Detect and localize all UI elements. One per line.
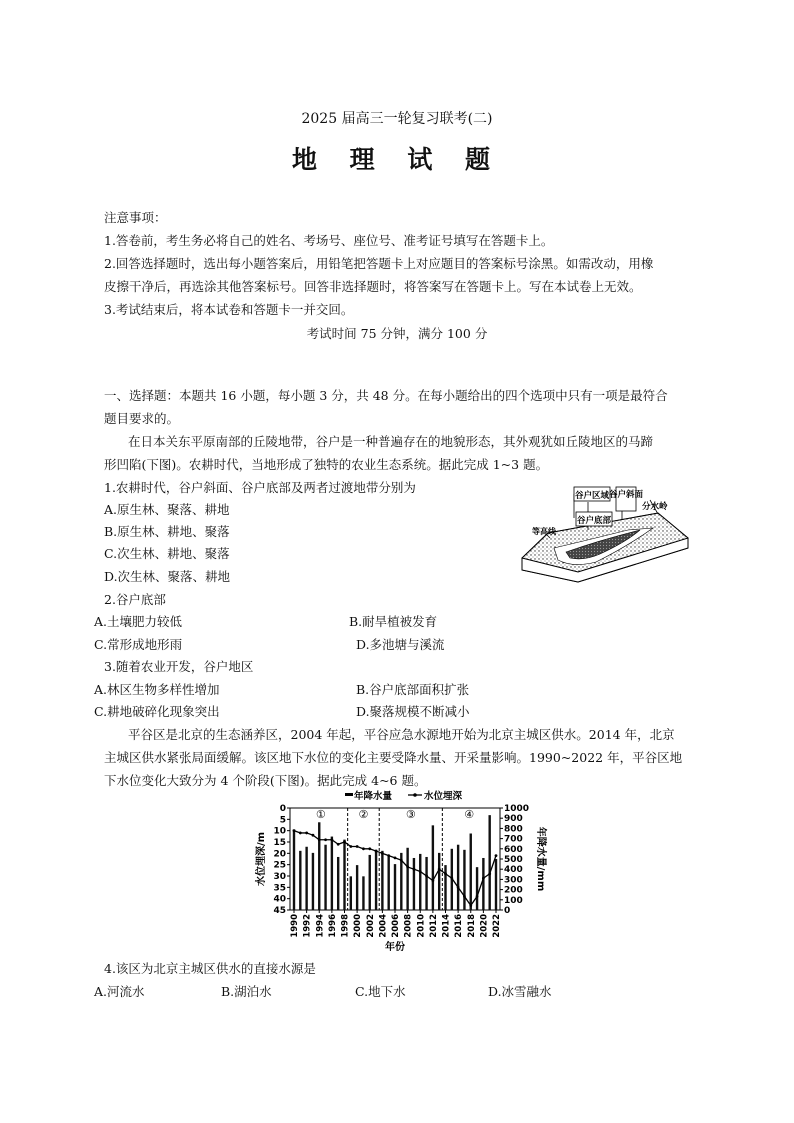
precipitation-bar bbox=[457, 845, 459, 910]
precipitation-bar bbox=[312, 853, 314, 910]
precipitation-bar bbox=[343, 840, 345, 910]
x-tick-label: 1998 bbox=[340, 914, 351, 938]
depth-point bbox=[488, 872, 491, 875]
left-tick-label: 30 bbox=[273, 872, 286, 882]
groundwater-chart bbox=[250, 790, 550, 955]
precipitation-bar bbox=[425, 857, 427, 910]
left-axis-label: 水位埋深/m bbox=[256, 831, 267, 887]
valley-slope-label: 谷户斜面 bbox=[608, 490, 644, 500]
precipitation-bar bbox=[331, 837, 333, 910]
q4-stem: 4.该区为北京主城区供水的直接水源是 bbox=[104, 961, 316, 976]
q4-option-c: C.地下水 bbox=[355, 984, 406, 999]
precipitation-bar bbox=[406, 848, 408, 910]
depth-point bbox=[413, 868, 416, 871]
depth-point bbox=[431, 879, 434, 882]
precipitation-bar bbox=[369, 855, 371, 910]
precipitation-bar bbox=[324, 845, 326, 910]
q3-option-d: D.聚落规模不断减小 bbox=[356, 704, 470, 719]
left-tick-label: 25 bbox=[273, 860, 286, 871]
precipitation-bar bbox=[337, 857, 339, 910]
precipitation-bar bbox=[299, 851, 301, 910]
right-tick-label: 600 bbox=[504, 844, 523, 855]
depth-point bbox=[463, 895, 466, 898]
right-tick-label: 1000 bbox=[504, 804, 530, 814]
depth-point bbox=[349, 845, 352, 848]
precipitation-bar bbox=[470, 834, 472, 911]
q1-option-c: C.次生林、耕地、聚落 bbox=[104, 546, 230, 561]
depth-point bbox=[482, 877, 485, 880]
notice-item-1: 1.答卷前，考生务必将自己的姓名、考场号、座位号、准考证号填写在答题卡上。 bbox=[104, 233, 554, 248]
q4-option-b: B.湖泊水 bbox=[221, 984, 272, 999]
depth-point bbox=[450, 877, 453, 880]
stage-label: ④ bbox=[464, 808, 475, 821]
depth-point bbox=[343, 841, 346, 844]
right-tick-label: 900 bbox=[504, 814, 523, 825]
q2-option-d: D.多池塘与溪流 bbox=[356, 637, 445, 652]
legend-bar-swatch bbox=[345, 793, 353, 796]
precipitation-bar bbox=[375, 850, 377, 910]
section-heading-line-2: 题目要求的。 bbox=[104, 411, 180, 426]
depth-point bbox=[330, 838, 333, 841]
x-tick-label: 2014 bbox=[441, 914, 452, 938]
q1-option-d: D.次生林、聚落、耕地 bbox=[104, 569, 231, 584]
legend-precipitation: 年降水量 bbox=[354, 791, 393, 802]
depth-point bbox=[356, 845, 359, 848]
depth-point bbox=[406, 866, 409, 869]
q2-stem: 2.谷户底部 bbox=[104, 592, 166, 607]
x-tick-label: 1994 bbox=[315, 914, 326, 938]
valley-area-label: 谷户区域 bbox=[574, 491, 610, 501]
depth-point bbox=[305, 832, 308, 835]
stage-label: ③ bbox=[405, 808, 416, 821]
depth-point bbox=[299, 832, 302, 835]
depth-point bbox=[375, 850, 378, 853]
q3-option-c: C.耕地破碎化现象突出 bbox=[94, 704, 220, 719]
precipitation-bar bbox=[293, 829, 295, 910]
exam-subtitle: 2025 届高三一轮复习联考(二) bbox=[301, 111, 493, 127]
left-tick-label: 10 bbox=[273, 826, 286, 837]
left-tick-label: 0 bbox=[279, 804, 286, 814]
notice-item-2-line-1: 2.回答选择题时，选出每小题答案后，用铅笔把答题卡上对应题目的答案标号涂黑。如需改动，用橡 bbox=[104, 256, 654, 271]
precipitation-bar bbox=[305, 847, 307, 910]
exam-time: 考试时间 75 分钟，满分 100 分 bbox=[306, 326, 488, 341]
stage-label: ① bbox=[315, 808, 326, 821]
passage-2-line-2: 主城区供水紧张局面缓解。该区地下水位的变化主要受降水量、开采量影响。1990~2022 年，平谷区地 bbox=[104, 750, 683, 765]
depth-point bbox=[387, 854, 390, 857]
x-tick-label: 1990 bbox=[290, 914, 300, 938]
x-tick-label: 2010 bbox=[416, 914, 427, 938]
right-axis-label: 年降水量/mm bbox=[535, 826, 546, 892]
right-tick-label: 400 bbox=[504, 865, 523, 876]
q1-stem: 1.农耕时代，谷户斜面、谷户底部及两者过渡地带分别为 bbox=[104, 480, 416, 495]
q4-option-a: A.河流水 bbox=[94, 984, 145, 999]
right-tick-label: 100 bbox=[504, 895, 523, 906]
section-heading-line-1: 一、选择题：本题共 16 小题，每小题 3 分，共 48 分。在每小题给出的四个选项中只有一项是最符合 bbox=[104, 388, 668, 403]
x-tick-label: 2008 bbox=[403, 914, 414, 938]
right-tick-label: 800 bbox=[504, 824, 523, 835]
page-title: 地 理 试 题 bbox=[291, 145, 503, 174]
depth-point bbox=[495, 854, 498, 857]
x-tick-label: 1996 bbox=[327, 914, 338, 938]
depth-point bbox=[362, 847, 365, 850]
legend-line-marker bbox=[413, 793, 417, 797]
passage-1-line-2: 形凹陷(下图)。农耕时代，当地形成了独特的农业生态系统。据此完成 1~3 题。 bbox=[104, 457, 549, 472]
precipitation-bar bbox=[394, 864, 396, 910]
q2-option-b: B.耐旱植被发育 bbox=[349, 614, 438, 629]
depth-point bbox=[337, 843, 340, 846]
depth-point bbox=[419, 870, 422, 873]
precipitation-bar bbox=[413, 858, 415, 910]
right-tick-label: 200 bbox=[504, 885, 523, 896]
legend-depth: 水位埋深 bbox=[424, 791, 463, 802]
x-tick-label: 2006 bbox=[391, 914, 401, 938]
depth-point bbox=[293, 829, 296, 832]
right-tick-label: 0 bbox=[504, 906, 511, 916]
precipitation-bar bbox=[419, 854, 421, 910]
precipitation-bar bbox=[463, 850, 465, 910]
left-tick-label: 5 bbox=[279, 815, 286, 826]
q2-option-c: C.常形成地形雨 bbox=[94, 637, 183, 652]
precipitation-bar bbox=[482, 858, 484, 910]
depth-point bbox=[476, 895, 479, 898]
passage-2-line-3: 下水位变化大致分为 4 个阶段(下图)。据此完成 4~6 题。 bbox=[104, 773, 427, 788]
precipitation-bar bbox=[350, 876, 352, 910]
q3-option-a: A.林区生物多样性增加 bbox=[94, 682, 220, 697]
precipitation-bar bbox=[362, 876, 364, 910]
valley-landform-figure bbox=[518, 478, 703, 586]
q1-option-b: B.原生林、耕地、聚落 bbox=[104, 524, 230, 539]
x-tick-label: 2022 bbox=[492, 914, 502, 938]
x-tick-label: 2016 bbox=[454, 914, 465, 938]
right-tick-label: 700 bbox=[504, 834, 523, 845]
precipitation-bar bbox=[318, 822, 320, 910]
depth-point bbox=[457, 886, 460, 889]
left-tick-label: 15 bbox=[273, 838, 286, 848]
left-tick-label: 35 bbox=[273, 883, 286, 894]
left-tick-label: 45 bbox=[273, 906, 286, 916]
precipitation-bar bbox=[495, 859, 497, 910]
depth-point bbox=[318, 838, 321, 841]
stage-label: ② bbox=[358, 808, 369, 821]
passage-2-line-1: 平谷区是北京的生态涵养区，2004 年起，平谷应急水源地开始为北京主城区供水。2014 年，北京 bbox=[128, 727, 675, 742]
precipitation-bar bbox=[488, 815, 490, 910]
depth-point bbox=[312, 834, 315, 837]
precipitation-bar bbox=[356, 865, 358, 910]
notice-item-3: 3.考试结束后，将本试卷和答题卡一并交回。 bbox=[104, 302, 354, 317]
x-tick-label: 2012 bbox=[428, 914, 439, 938]
precipitation-bar bbox=[438, 853, 440, 910]
x-tick-label: 2000 bbox=[353, 914, 364, 938]
q2-option-a: A.土壤肥力较低 bbox=[94, 614, 183, 629]
x-tick-label: 2018 bbox=[466, 914, 477, 938]
passage-1-line-1: 在日本关东平原南部的丘陵地带，谷户是一种普遍存在的地貌形态，其外观犹如丘陵地区的马蹄 bbox=[128, 434, 654, 449]
depth-point bbox=[425, 875, 428, 878]
contour-label: 等高线 bbox=[532, 527, 556, 536]
x-tick-label: 2004 bbox=[378, 914, 389, 938]
x-tick-label: 2020 bbox=[479, 914, 490, 938]
depth-point bbox=[400, 859, 403, 862]
depth-point bbox=[469, 904, 472, 907]
q3-option-b: B.谷户底部面积扩张 bbox=[356, 682, 470, 697]
depth-point bbox=[324, 838, 327, 841]
right-tick-label: 500 bbox=[504, 855, 523, 865]
precipitation-bar bbox=[432, 825, 434, 910]
q4-option-d: D.冰雪融水 bbox=[488, 984, 552, 999]
notice-item-2-line-2: 皮擦干净后，再选涂其他答案标号。回答非选择题时，将答案写在答题卡上。写在本试卷上无效。 bbox=[104, 279, 642, 294]
watershed-label: 分水岭 bbox=[642, 502, 668, 512]
notice-heading: 注意事项： bbox=[104, 210, 167, 225]
q3-stem: 3.随着农业开发，谷户地区 bbox=[104, 659, 254, 674]
depth-point bbox=[368, 847, 371, 850]
depth-point bbox=[394, 856, 397, 859]
x-axis-label: 年份 bbox=[385, 942, 405, 953]
depth-point bbox=[381, 852, 384, 855]
valley-bottom-label: 谷户底部 bbox=[576, 516, 612, 526]
left-tick-label: 20 bbox=[273, 849, 286, 860]
right-tick-label: 300 bbox=[504, 875, 523, 886]
precipitation-bar bbox=[381, 851, 383, 910]
left-tick-label: 40 bbox=[273, 894, 286, 905]
q1-option-a: A.原生林、聚落、耕地 bbox=[104, 502, 230, 517]
x-tick-label: 2002 bbox=[365, 914, 376, 938]
precipitation-bar bbox=[476, 867, 478, 910]
depth-point bbox=[444, 872, 447, 875]
x-tick-label: 1992 bbox=[302, 914, 313, 938]
precipitation-bar bbox=[387, 856, 389, 910]
depth-point bbox=[438, 868, 441, 871]
precipitation-bar bbox=[444, 865, 446, 910]
